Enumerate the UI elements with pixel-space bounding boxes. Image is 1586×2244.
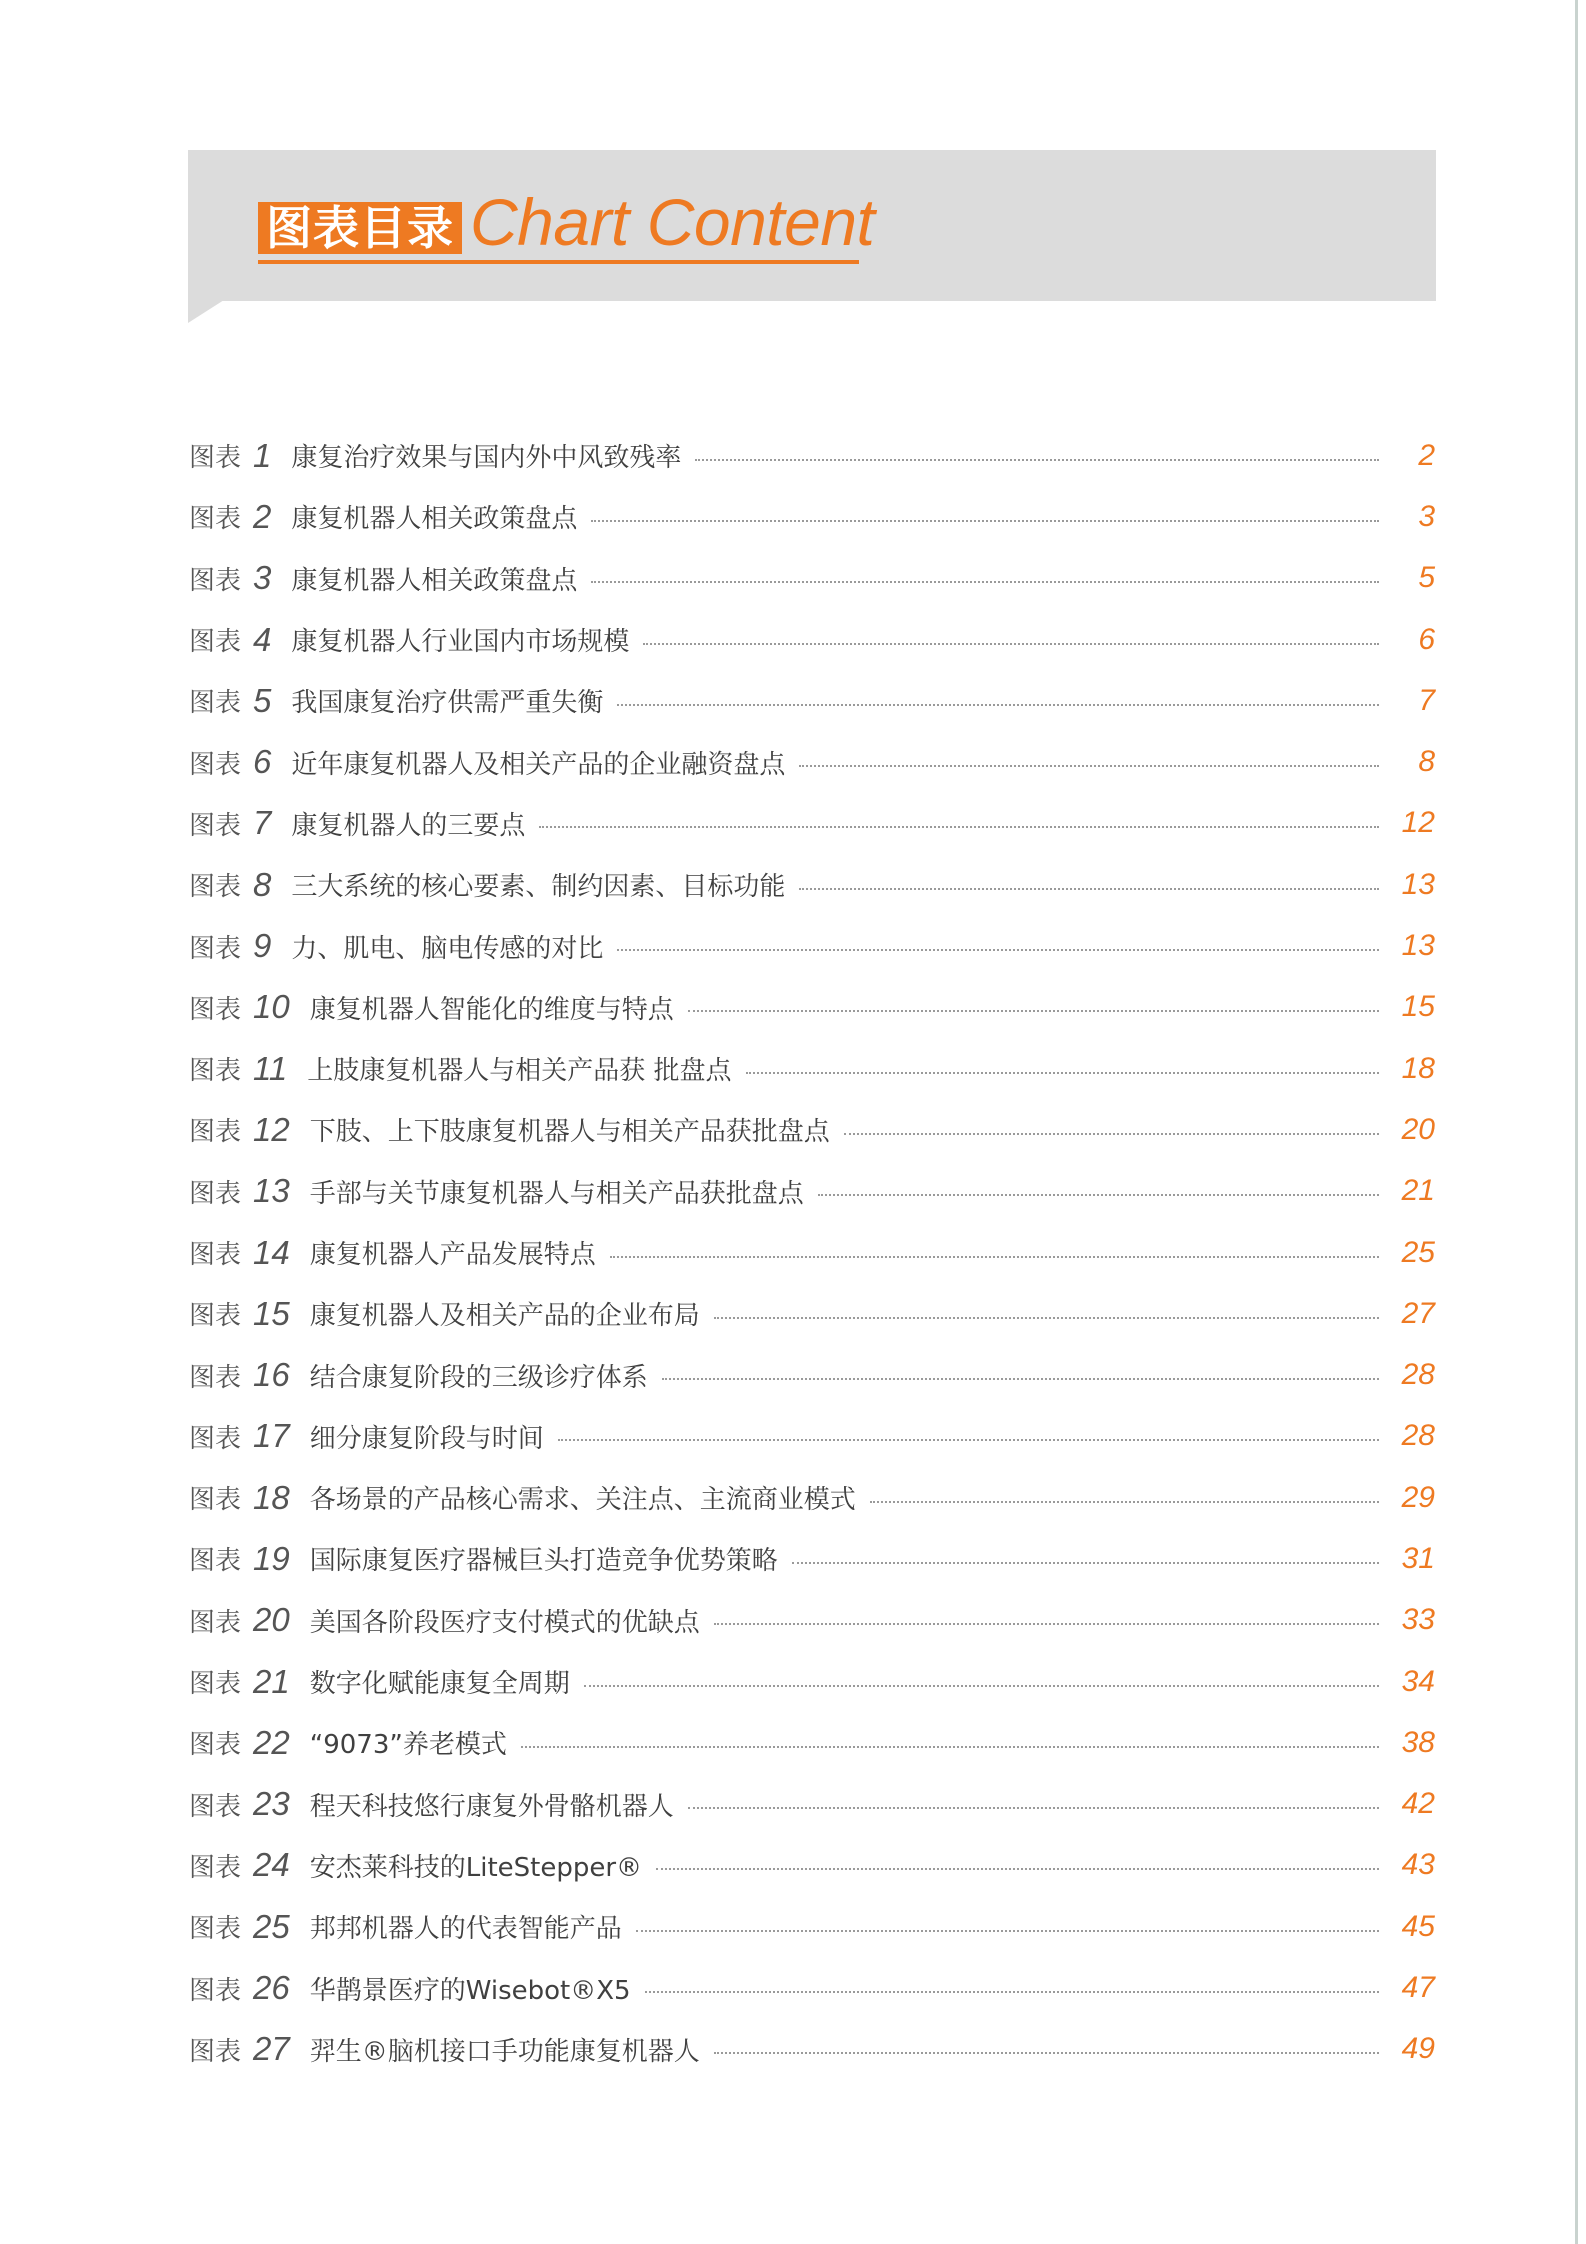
toc-entry-page-number: 12 <box>1401 806 1435 840</box>
toc-entry-leader-dots <box>591 520 1379 522</box>
title-en: Chart Content <box>470 185 875 259</box>
toc-entry[interactable] <box>189 731 1435 792</box>
toc-list <box>189 425 1435 2080</box>
toc-entry[interactable] <box>189 1835 1435 1896</box>
toc-entry[interactable] <box>189 1283 1435 1344</box>
toc-entry-title: 细分康复阶段与时间 <box>309 1423 544 1454</box>
toc-entry[interactable] <box>189 1957 1435 2018</box>
toc-entry-prefix: 图表 <box>189 1240 242 1270</box>
toc-entry[interactable] <box>189 1161 1435 1222</box>
toc-entry-page-number: 31 <box>1401 1541 1435 1575</box>
toc-entry-title: 程天科技悠行康复外骨骼机器人 <box>309 1791 674 1822</box>
toc-entry-number: 19 <box>253 1539 290 1577</box>
toc-entry-number: 8 <box>253 865 272 903</box>
toc-entry-title: 各场景的产品核心需求、关注点、主流商业模式 <box>309 1485 856 1516</box>
toc-entry-leader-dots <box>799 765 1379 767</box>
toc-entry-leader-dots <box>662 1378 1379 1380</box>
toc-entry-page-number: 28 <box>1401 1358 1435 1392</box>
toc-entry-leader-dots <box>617 949 1379 951</box>
toc-entry-leader-dots <box>539 826 1379 828</box>
toc-entry-title: 数字化赋能康复全周期 <box>309 1669 570 1700</box>
toc-entry-leader-dots <box>645 1991 1379 1993</box>
toc-entry[interactable] <box>189 1712 1435 1773</box>
toc-entry-page-number: 2 <box>1418 438 1435 472</box>
toc-entry-title: 力、肌电、脑电传感的对比 <box>291 933 604 964</box>
toc-entry-number: 20 <box>253 1601 290 1639</box>
toc-entry-number: 1 <box>253 436 272 474</box>
toc-entry[interactable] <box>189 1222 1435 1283</box>
toc-entry-prefix: 图表 <box>189 1056 242 1087</box>
toc-entry-prefix: 图表 <box>189 565 242 596</box>
toc-entry-number: 15 <box>253 1294 290 1332</box>
toc-entry-number: 22 <box>253 1723 290 1761</box>
toc-entry-title: 我国康复治疗供需严重失衡 <box>291 688 604 719</box>
toc-entry-title: 三大系统的核心要素、制约因素、目标功能 <box>291 872 786 903</box>
toc-entry-prefix: 图表 <box>189 872 242 903</box>
toc-entry[interactable] <box>189 915 1435 976</box>
toc-entry-title: 手部与关节康复机器人与相关产品获批盘点 <box>309 1178 804 1209</box>
toc-entry-title: 康复机器人相关政策盘点 <box>291 565 578 596</box>
toc-entry-leader-dots <box>792 1562 1379 1564</box>
toc-entry-prefix: 图表 <box>189 688 242 719</box>
toc-entry-number: 17 <box>253 1417 290 1455</box>
toc-entry[interactable] <box>189 2019 1435 2080</box>
toc-entry[interactable] <box>189 1590 1435 1651</box>
page-edge-line <box>1575 0 1578 2244</box>
toc-entry-number: 10 <box>253 988 290 1026</box>
toc-entry-number: 24 <box>253 1846 290 1884</box>
toc-entry-prefix: 图表 <box>189 1301 242 1332</box>
page-title <box>258 185 875 259</box>
toc-entry-prefix: 图表 <box>189 443 242 474</box>
toc-entry-title: 美国各阶段医疗支付模式的优缺点 <box>309 1607 700 1638</box>
toc-entry-page-number: 27 <box>1401 1296 1435 1330</box>
toc-entry-prefix: 图表 <box>189 2036 242 2067</box>
toc-entry-leader-dots <box>714 1317 1379 1319</box>
toc-entry[interactable] <box>189 977 1435 1038</box>
toc-entry-page-number: 29 <box>1401 1480 1435 1514</box>
toc-entry[interactable] <box>189 1038 1435 1099</box>
toc-entry-page-number: 45 <box>1401 1909 1435 1943</box>
toc-entry-prefix: 图表 <box>189 504 242 535</box>
toc-entry-leader-dots <box>818 1194 1379 1196</box>
toc-entry-prefix: 图表 <box>189 1975 242 2006</box>
toc-entry[interactable] <box>189 1467 1435 1528</box>
toc-entry-number: 2 <box>253 497 272 535</box>
toc-entry-leader-dots <box>656 1868 1379 1870</box>
toc-entry-prefix: 图表 <box>189 1852 242 1883</box>
toc-entry-prefix: 图表 <box>189 810 242 841</box>
toc-entry-page-number: 8 <box>1418 745 1435 779</box>
toc-entry-page-number: 49 <box>1401 2032 1435 2066</box>
toc-entry-number: 18 <box>253 1478 290 1516</box>
toc-entry-number: 13 <box>253 1172 290 1210</box>
toc-entry[interactable] <box>189 854 1435 915</box>
title-underline <box>258 260 859 264</box>
toc-entry-title: 康复治疗效果与国内外中风致残率 <box>291 443 682 474</box>
toc-entry-number: 11 <box>253 1049 288 1087</box>
toc-entry-number: 14 <box>253 1233 290 1271</box>
toc-entry-leader-dots <box>558 1439 1379 1441</box>
toc-entry-page-number: 5 <box>1418 561 1435 595</box>
toc-entry-prefix: 图表 <box>189 1669 242 1700</box>
toc-entry-prefix: 图表 <box>189 1362 242 1393</box>
toc-entry-prefix: 图表 <box>189 1117 242 1148</box>
toc-entry-number: 27 <box>253 2030 290 2068</box>
toc-entry-title: 安杰莱科技的LiteStepper® <box>309 1852 643 1883</box>
toc-entry-page-number: 20 <box>1401 1112 1435 1146</box>
toc-entry-page-number: 38 <box>1401 1725 1435 1759</box>
toc-entry-leader-dots <box>799 888 1379 890</box>
toc-entry[interactable] <box>189 1528 1435 1589</box>
toc-entry[interactable] <box>189 1651 1435 1712</box>
toc-entry-page-number: 3 <box>1418 499 1435 533</box>
toc-entry-title: 下肢、上下肢康复机器人与相关产品获批盘点 <box>309 1117 830 1148</box>
toc-entry-number: 7 <box>253 804 272 842</box>
toc-entry-leader-dots <box>521 1746 1379 1748</box>
toc-entry-title: 康复机器人的三要点 <box>291 810 526 841</box>
toc-entry[interactable] <box>189 1344 1435 1405</box>
toc-entry-title: 康复机器人相关政策盘点 <box>291 504 578 535</box>
toc-entry-title: 邦邦机器人的代表智能产品 <box>309 1914 622 1945</box>
toc-entry-number: 21 <box>253 1662 290 1700</box>
toc-entry-page-number: 15 <box>1401 990 1435 1024</box>
toc-entry-leader-dots <box>643 643 1379 645</box>
toc-entry-title: “9073”养老模式 <box>309 1730 507 1761</box>
toc-entry-title: 羿生®脑机接口手功能康复机器人 <box>309 2036 700 2067</box>
toc-entry-number: 12 <box>253 1110 290 1148</box>
toc-entry-page-number: 13 <box>1401 867 1435 901</box>
toc-entry-prefix: 图表 <box>189 1730 242 1761</box>
toc-entry-prefix: 图表 <box>189 1423 242 1454</box>
toc-entry-prefix: 图表 <box>189 1178 242 1209</box>
toc-entry-number: 9 <box>253 927 272 965</box>
toc-entry-page-number: 34 <box>1401 1664 1435 1698</box>
toc-entry-leader-dots <box>695 459 1379 461</box>
toc-entry-page-number: 6 <box>1418 622 1435 656</box>
toc-entry-prefix: 图表 <box>189 994 242 1025</box>
toc-entry[interactable] <box>189 486 1435 547</box>
toc-entry-leader-dots <box>688 1807 1379 1809</box>
toc-entry-page-number: 47 <box>1401 1971 1435 2005</box>
toc-entry-prefix: 图表 <box>189 1485 242 1516</box>
toc-entry-number: 25 <box>253 1907 290 1945</box>
toc-entry[interactable] <box>189 1099 1435 1160</box>
toc-entry-number: 26 <box>253 1969 290 2007</box>
toc-entry-number: 4 <box>253 620 272 658</box>
toc-entry-leader-dots <box>688 1010 1379 1012</box>
toc-entry-page-number: 28 <box>1401 1419 1435 1453</box>
toc-entry[interactable] <box>189 1896 1435 1957</box>
toc-entry[interactable] <box>189 1406 1435 1467</box>
toc-entry-title: 康复机器人智能化的维度与特点 <box>309 994 674 1025</box>
toc-entry-number: 6 <box>253 743 272 781</box>
toc-entry-leader-dots <box>714 1623 1379 1625</box>
toc-entry-leader-dots <box>636 1930 1379 1932</box>
toc-entry-number: 5 <box>253 681 272 719</box>
title-cn: 图表目录 <box>258 202 462 254</box>
toc-entry-title: 上肢康复机器人与相关产品获 批盘点 <box>307 1056 732 1087</box>
toc-entry[interactable] <box>189 793 1435 854</box>
header-fold <box>188 300 224 323</box>
toc-entry-page-number: 13 <box>1401 929 1435 963</box>
toc-entry-prefix: 图表 <box>189 1914 242 1945</box>
toc-entry-title: 国际康复医疗器械巨头打造竞争优势策略 <box>309 1546 778 1577</box>
toc-entry-prefix: 图表 <box>189 1791 242 1822</box>
toc-entry-page-number: 43 <box>1401 1848 1435 1882</box>
toc-entry-page-number: 33 <box>1401 1603 1435 1637</box>
toc-entry[interactable] <box>189 609 1435 670</box>
toc-entry-leader-dots <box>584 1685 1379 1687</box>
toc-entry-leader-dots <box>870 1501 1379 1503</box>
toc-entry-leader-dots <box>844 1133 1379 1135</box>
toc-entry-leader-dots <box>610 1256 1379 1258</box>
toc-entry-prefix: 图表 <box>189 1607 242 1638</box>
toc-entry-leader-dots <box>714 2052 1379 2054</box>
toc-entry-page-number: 25 <box>1401 1235 1435 1269</box>
toc-entry-leader-dots <box>617 704 1379 706</box>
toc-entry-prefix: 图表 <box>189 1546 242 1577</box>
toc-entry-title: 华鹊景医疗的Wisebot®X5 <box>309 1975 631 2006</box>
toc-entry-page-number: 18 <box>1401 1051 1435 1085</box>
toc-entry-prefix: 图表 <box>189 749 242 780</box>
toc-entry-number: 16 <box>253 1356 290 1394</box>
toc-entry[interactable] <box>189 425 1435 486</box>
toc-entry-title: 结合康复阶段的三级诊疗体系 <box>309 1362 648 1393</box>
toc-entry-title: 康复机器人行业国内市场规模 <box>291 627 630 658</box>
toc-entry-prefix: 图表 <box>189 627 242 658</box>
toc-entry-page-number: 7 <box>1418 683 1435 717</box>
toc-entry-page-number: 21 <box>1401 1174 1435 1208</box>
toc-entry[interactable] <box>189 670 1435 731</box>
toc-entry-leader-dots <box>746 1072 1379 1074</box>
toc-entry[interactable] <box>189 1774 1435 1835</box>
toc-entry-number: 3 <box>253 559 272 597</box>
toc-entry-prefix: 图表 <box>189 933 242 964</box>
toc-entry[interactable] <box>189 548 1435 609</box>
toc-entry-page-number: 42 <box>1401 1787 1435 1821</box>
toc-entry-title: 康复机器人产品发展特点 <box>309 1240 596 1270</box>
toc-entry-title: 近年康复机器人及相关产品的企业融资盘点 <box>291 749 786 780</box>
toc-entry-number: 23 <box>253 1785 290 1823</box>
toc-entry-title: 康复机器人及相关产品的企业布局 <box>309 1301 700 1332</box>
toc-entry-leader-dots <box>591 581 1379 583</box>
